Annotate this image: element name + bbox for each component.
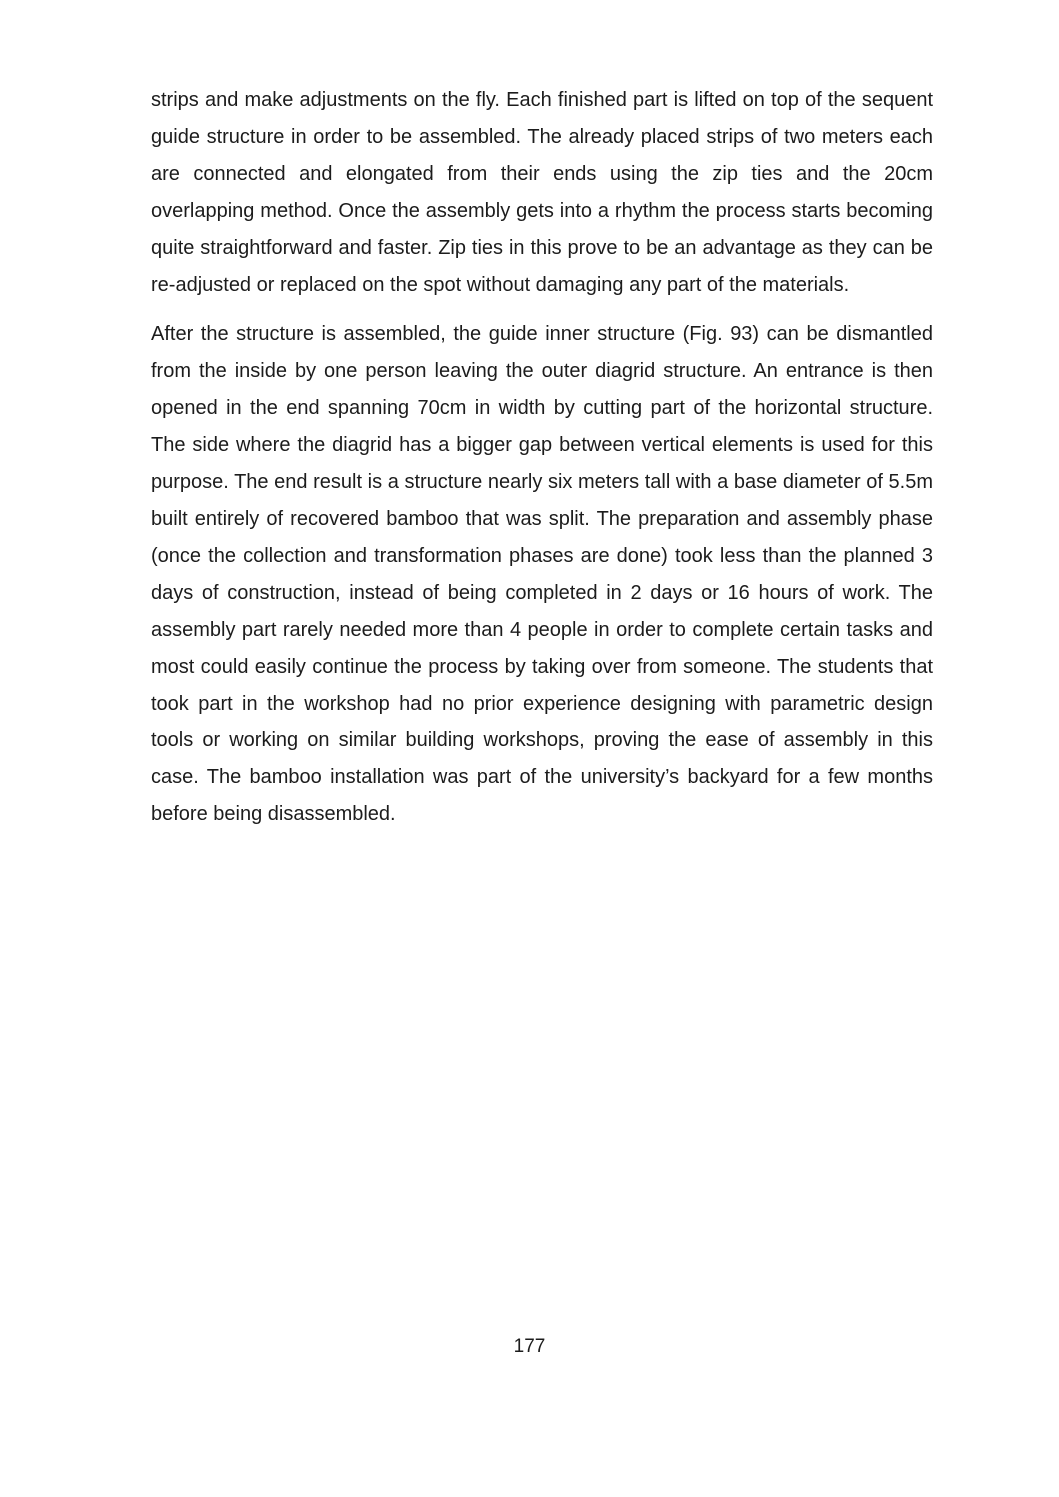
paragraph-assembly-process: strips and make adjustments on the fly. Each finished part is lifted on top of the sequent guide structure in order to be assembled. The already placed strips of two meters each are connected and elongated from their ends using the zip ties and the 20cm overlapping method. Once the assembly gets into a rhythm the process starts becoming quite straightforward and faster. Zip ties in this prove to be an advantage as they can be re-adjusted or replaced on the spot without damaging any part of the materials. [151, 89, 933, 296]
page-number: 177 [513, 1336, 546, 1357]
paragraph-final-structure: After the structure is assembled, the guide inner structure (Fig. 93) can be dismantled from the inside by one person leaving the outer diagrid structure. An entrance is then opened in the end spanning 70cm in width by cutting part of the horizontal structure. The side where the diagrid has a bigger gap between vertical elements is used for this purpose. The end result is a structure nearly six meters tall with a base diameter of 5.5m built entirely of recovered bamboo that was split. The preparation and assembly phase (once the collection and transformation phases are done) took less than the planned 3 days of construction, instead of being completed in 2 days or 16 hours of work. The assembly part rarely needed more than 4 people in order to complete certain tasks and most could easily continue the process by taking over from someone. The students that took part in the workshop had no prior experience designing with parametric design tools or working on similar building workshops, proving the ease of assembly in this case. The bamboo installation was part of the university’s backyard for a few months before being disassembled. [151, 323, 933, 826]
body-text [151, 82, 933, 833]
